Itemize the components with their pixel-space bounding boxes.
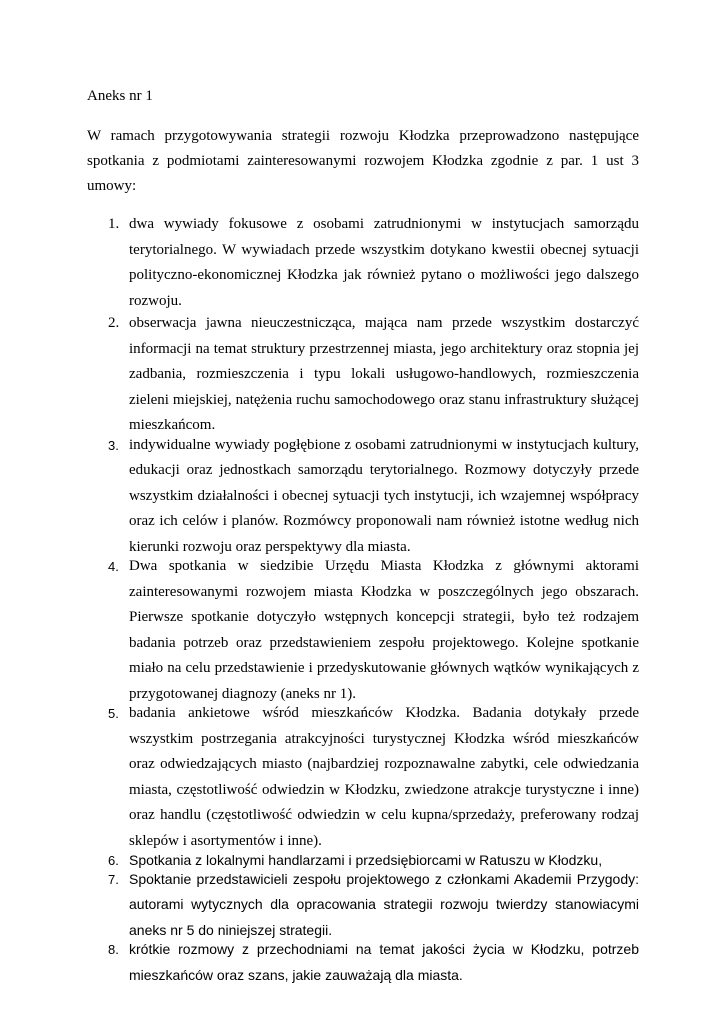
list-item bbox=[87, 867, 639, 944]
list-item-text: dwa wywiady fokusowe z osobami zatrudnionymi w instytucjach samorządu terytorialnego. W wywiadach przede wszystkim dotykano kwestii obecnej sytuacji polityczno-ekonomicznej Kłodzka jak również pytano o możliwości jego dalszego rozwoju. bbox=[129, 216, 639, 309]
list-item-text: krótkie rozmowy z przechodniami na temat jakości życia w Kłodzku, potrzeb mieszkańców oraz szans, jakie zauważają dla miasta. bbox=[129, 941, 639, 983]
list-item-text: Spotkania z lokalnymi handlarzami i przedsiębiorcami w Ratuszu w Kłodzku, bbox=[129, 852, 603, 868]
list-item-number: 4. bbox=[108, 559, 119, 574]
list-item bbox=[87, 701, 639, 854]
list-item-text: Dwa spotkania w siedzibie Urzędu Miasta Kłodzka z głównymi aktorami zainteresowanymi rozwojem miasta Kłodzka w poszczególnych jego obszarach. Pierwsze spotkanie dotyczyło wstępnych koncepcji strategii, było też rodzajem badania potrzeb oraz przedstawieniem zespołu projektowego. Kolejne spotkanie miało na celu przedstawienie i przedyskutowanie głównych wątków wynikających z przygotowanej diagnozy (aneks nr 1). bbox=[129, 558, 639, 702]
list-item bbox=[87, 554, 639, 707]
meetings-list bbox=[87, 212, 639, 988]
list-item-text: indywidualne wywiady pogłębione z osobami zatrudnionymi w instytucjach kultury, edukacji oraz jednostkach samorządu terytorialnego. Rozmowy dotyczyły przede wszystkim działalności i obecnej sytuacji tych instytucji, ich wzajemnej współpracy oraz ich celów i planów. Rozmówcy proponowali nam również istotne według nich kierunki rozwoju oraz perspektywy dla miasta. bbox=[129, 436, 639, 555]
list-item-number: 2. bbox=[108, 315, 120, 331]
document-page bbox=[87, 86, 639, 988]
list-item-number: 6. bbox=[108, 853, 119, 868]
list-item-number: 5. bbox=[108, 706, 119, 721]
document-heading: Aneks nr 1 bbox=[87, 88, 153, 104]
list-item-text: obserwacja jawna nieuczestnicząca, mająca nam przede wszystkim dostarczyć informacji na temat struktury przestrzennej miasta, jego architektury oraz stopnia jej zadbania, rozmieszczenia i typu lokali usługowo-handlowych, rozmieszczenia zieleni miejskiej, natężenia ruchu samochodowego oraz stanu infrastruktury służącej mieszkańcom. bbox=[129, 315, 639, 433]
document-intro: W ramach przygotowywania strategii rozwoju Kłodzka przeprowadzono następujące spotkania z podmiotami zainteresowanymi rozwojem Kłodzka zgodnie z par. 1 ust 3 umowy: bbox=[87, 128, 639, 194]
list-item-text: badania ankietowe wśród mieszkańców Kłodzka. Badania dotykały przede wszystkim postrzegania atrakcyjności turystycznej Kłodzka wśród mieszkańców oraz odwiedzających miasto (najbardziej rozpoznawalne zabytki, cele odwiedzania miasta, częstotliwość odwiedzin w Kłodzku, zwiedzone atrakcje turystyczne i inne) oraz handlu (częstotliwość odwiedzin w celu kupna/sprzedaży, preferowany rodzaj sklepów i asortymentów i inne). bbox=[129, 705, 639, 849]
list-item bbox=[87, 311, 639, 439]
list-item-number: 3. bbox=[108, 437, 119, 453]
list-item-text: Spoktanie przedstawicieli zespołu projektowego z członkami Akademii Przygody: autorami wytycznych dla opracowania strategii rozwoju twierdzy stanowiacymi aneks nr 5 do niniejszej strategii. bbox=[129, 870, 639, 938]
list-item bbox=[87, 433, 639, 561]
list-item-number: 1. bbox=[108, 216, 120, 232]
list-item-number: 7. bbox=[108, 871, 119, 887]
list-item bbox=[87, 212, 639, 314]
list-item bbox=[87, 937, 639, 988]
list-item-number: 8. bbox=[108, 942, 119, 957]
